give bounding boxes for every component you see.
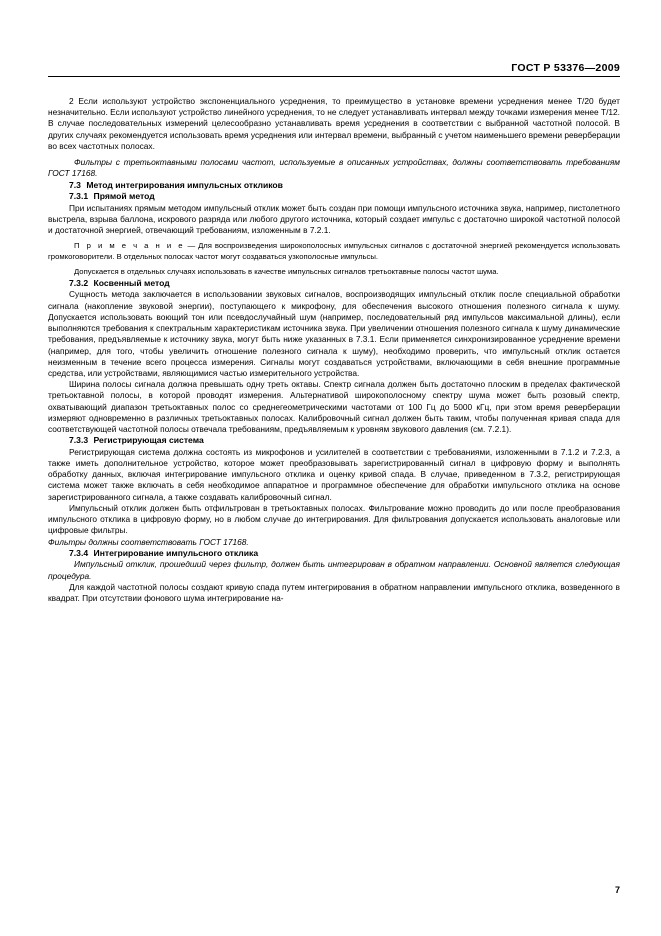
section-7-3-4-paragraph-last: Для каждой частотной полосы создают кривую спада путем интегрирования в обратном направлении импульсного отклика, возведенного в квадрат. При отсутствии фонового шума интегрирование на- <box>48 581 620 603</box>
filters-gost-note-2: Фильтры должны соответствовать ГОСТ 17168. <box>48 536 249 547</box>
heading-7-3-number: 7.3 <box>69 179 81 190</box>
heading-7-3-3 <box>48 435 620 447</box>
note-body: — Для воспроизведения широкополосных импульсных сигналов с достаточной энергией рекомендуется использовать громкоговорители. В отдельных полосах частот могут создаваться узкополосные импульсы. <box>48 241 620 261</box>
heading-7-3-4 <box>48 548 620 560</box>
page-header <box>48 58 620 76</box>
section-7-3-2-paragraph-2: Ширина полосы сигнала должна превышать одну треть октавы. Спектр сигнала должен быть достаточно плоским в пределах фактической третьоктавной полосы, в которой проводят измерения. Альтернативой широкополосному спектру шума может быть розовый спектр, охватывающий диапазон третьоктавных полос со среднегеометрическими частотами от 100 Гц до 5000 кГц, при этом время реверберации измеряют одновременно в различных третьоктавных полосах. Калибровочный сигнал должен быть таким, чтобы полученная кривая спада для соответствующей частотной полосы отвечала требованиям, предъявляемым к уровням звукового давления (см. 7.2.1). <box>48 379 620 435</box>
heading-7-3-3-number: 7.3.3 <box>69 435 89 446</box>
section-7-3-4-italic-paragraph: Импульсный отклик, прошедший через фильтр, должен быть интегрирован в обратном направлении. Основной является следующая процедура. <box>48 559 620 581</box>
filters-gost-note-1: Фильтры с третьоктавными полосами частот, используемые в описанных устройствах, должны соответствовать требованиям ГОСТ 17168. <box>48 157 620 179</box>
note-label: П р и м е ч а н и е <box>74 241 185 251</box>
heading-7-3-2-number: 7.3.2 <box>69 277 89 288</box>
section-7-3-1-paragraph: При испытаниях прямым методом импульсный отклик может быть создан при помощи импульсного источника звука, например, пистолетного выстрела, взрыва баллона, искрового разряда или любого другого источника, который создает импульс с достаточно широкой частотной полосой и достаточной энергией, отвечающий требованиям, изложенным в 7.2.1. <box>48 202 620 235</box>
heading-7-3-4-number: 7.3.4 <box>69 547 89 558</box>
page-number: 7 <box>614 885 620 895</box>
heading-7-3 <box>48 180 620 192</box>
heading-7-3-1 <box>48 191 620 203</box>
note-2-paragraph: 2 Если используют устройство экспоненциального усреднения, то преимущество в установке времени усреднения менее T/20 будет незначительно. Если используют устройство линейного усреднения, то не следует устанавливать интервал между точками измерения менее T/12. В случае последовательных измерений целесообразно устанавливать время усреднения в соответствии с выбранной частотной полосой. В других случаях рекомендуется использовать время усреднения или интервал времени, выбранный с учетом наименьшего времени реверберации во всех частотных полосах. <box>48 96 620 151</box>
section-7-3-2-paragraph-1: Сущность метода заключается в использовании звуковых сигналов, воспроизводящих импульсный отклик после специальной обработки сигнала (накопление звуковой энергии), поступающего к микрофону, для обеспечения высокого отношения полезного сигнала к шуму. Допускается использовать воющий тон или псевдослучайный шум (например, последовательный ряд импульсов максимальной длины), если выполняются требования к спектральным характеристикам источника звука. При увеличении отношения полезного сигнала к шуму динамические требования, предъявляемые к источнику звука, могут быть ниже указанных в 7.3.1. Если применяется синхронизированное усреднение времени (например, для того, чтобы увеличить отношение полезного сигнала к шуму), необходимо проверить, что импульсный отклик остается неизменным в течение всего процесса измерения. Сигналы могут создаваться устройствами, включающими в себя внешние программные средства, или устройствами, являющимися частью измерительного устройства. <box>48 289 620 378</box>
header-rule <box>48 76 620 77</box>
heading-7-3-1-title: Прямой метод <box>93 191 155 202</box>
section-7-3-1-paragraph-2: Допускается в отдельных случаях использовать в качестве импульсных сигналов третьоктавные полосы частот шума. <box>74 267 499 277</box>
standard-title: ГОСТ Р 53376—2009 <box>511 62 620 74</box>
section-7-3-1-note <box>48 241 620 262</box>
heading-7-3-2-title: Косвенный метод <box>93 277 170 288</box>
heading-7-3-title: Метод интегрирования импульсных откликов <box>86 179 283 190</box>
section-7-3-3-paragraph-1: Регистрирующая система должна состоять из микрофонов и усилителей в соответствии с требованиями, изложенными в 7.1.2 и 7.2.3, а также иметь дополнительное устройство, которое может преобразовывать зарегистрированный сигнал в цифровую форму и выполнять обработку данных, включая интегрирование импульсного отклика и оценку кривой спада. В случае, приведенном в 7.3.2, регистрирующая система может также включать в себя необходимое аппаратное и программное обеспечение для обработки импульсного отклика на основе зарегистрированного сигнала, а также создавать калибровочный сигнал. <box>48 446 620 502</box>
page-footer <box>48 880 620 898</box>
heading-7-3-4-title: Интегрирование импульсного отклика <box>93 547 259 558</box>
section-7-3-3-paragraph-2: Импульсный отклик должен быть отфильтрован в третьоктавных полосах. Фильтрование можно проводить до или после преобразования импульсного отклика в цифровую форму, но в любом случае до интегрирования. Для фильтрования допускается использовать аналоговые или цифровые фильтры. <box>48 502 620 536</box>
heading-7-3-1-number: 7.3.1 <box>69 191 89 202</box>
heading-7-3-2 <box>48 278 620 290</box>
document-body <box>48 96 620 604</box>
heading-7-3-3-title: Регистрирующая система <box>93 435 204 446</box>
